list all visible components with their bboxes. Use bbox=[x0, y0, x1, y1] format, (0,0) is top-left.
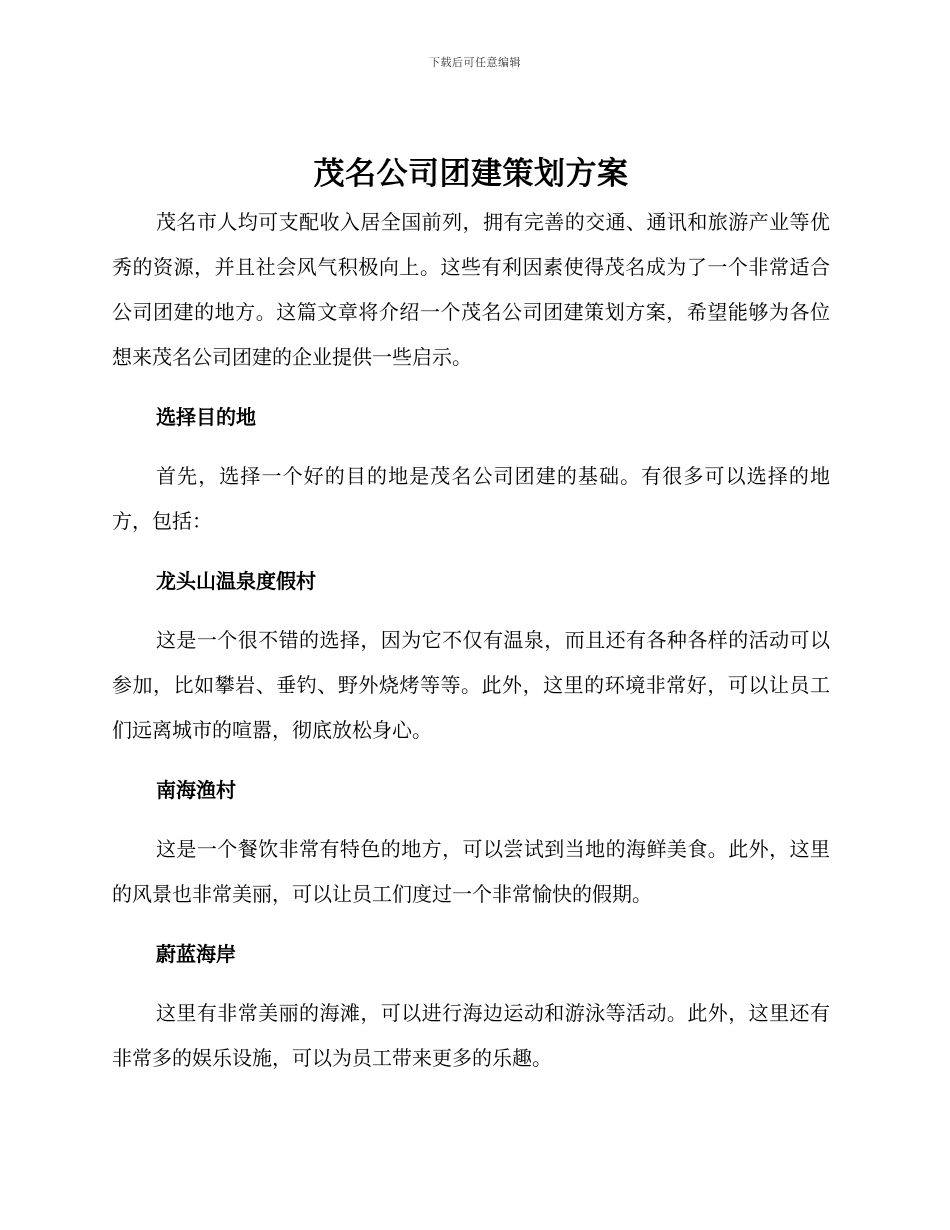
destination-description: 这是一个很不错的选择，因为它不仅有温泉，而且还有各种各样的活动可以参加，比如攀岩、垂钓、野外烧烤等等。此外，这里的环境非常好，可以让员工们远离城市的喧嚣，彻底放松身心。 bbox=[112, 628, 830, 742]
destination-heading: 龙头山温泉度假村 bbox=[156, 569, 316, 593]
destination-heading: 蔚蓝海岸 bbox=[156, 942, 236, 966]
document-body bbox=[112, 148, 830, 1081]
section-paragraph: 首先，选择一个好的目的地是茂名公司团建的基础。有很多可以选择的地方，包括： bbox=[112, 464, 830, 533]
destination-description: 这是一个餐饮非常有特色的地方，可以尝试到当地的海鲜美食。此外，这里的风景也非常美丽，可以让员工们度过一个非常愉快的假期。 bbox=[112, 837, 830, 906]
destination-heading: 南海渔村 bbox=[156, 778, 236, 802]
intro-paragraph: 茂名市人均可支配收入居全国前列，拥有完善的交通、通讯和旅游产业等优秀的资源，并且社会风气积极向上。这些有利因素使得茂名成为了一个非常适合公司团建的地方。这篇文章将介绍一个茂名公司团建策划方案，希望能够为各位想来茂名公司团建的企业提供一些启示。 bbox=[112, 210, 830, 369]
document-title: 茂名公司团建策划方案 bbox=[313, 156, 629, 192]
section-heading: 选择目的地 bbox=[156, 405, 256, 429]
destination-description: 这里有非常美丽的海滩，可以进行海边运动和游泳等活动。此外，这里还有非常多的娱乐设施，可以为员工带来更多的乐趣。 bbox=[112, 1001, 830, 1070]
header-note: 下载后可任意编辑 bbox=[429, 56, 521, 69]
